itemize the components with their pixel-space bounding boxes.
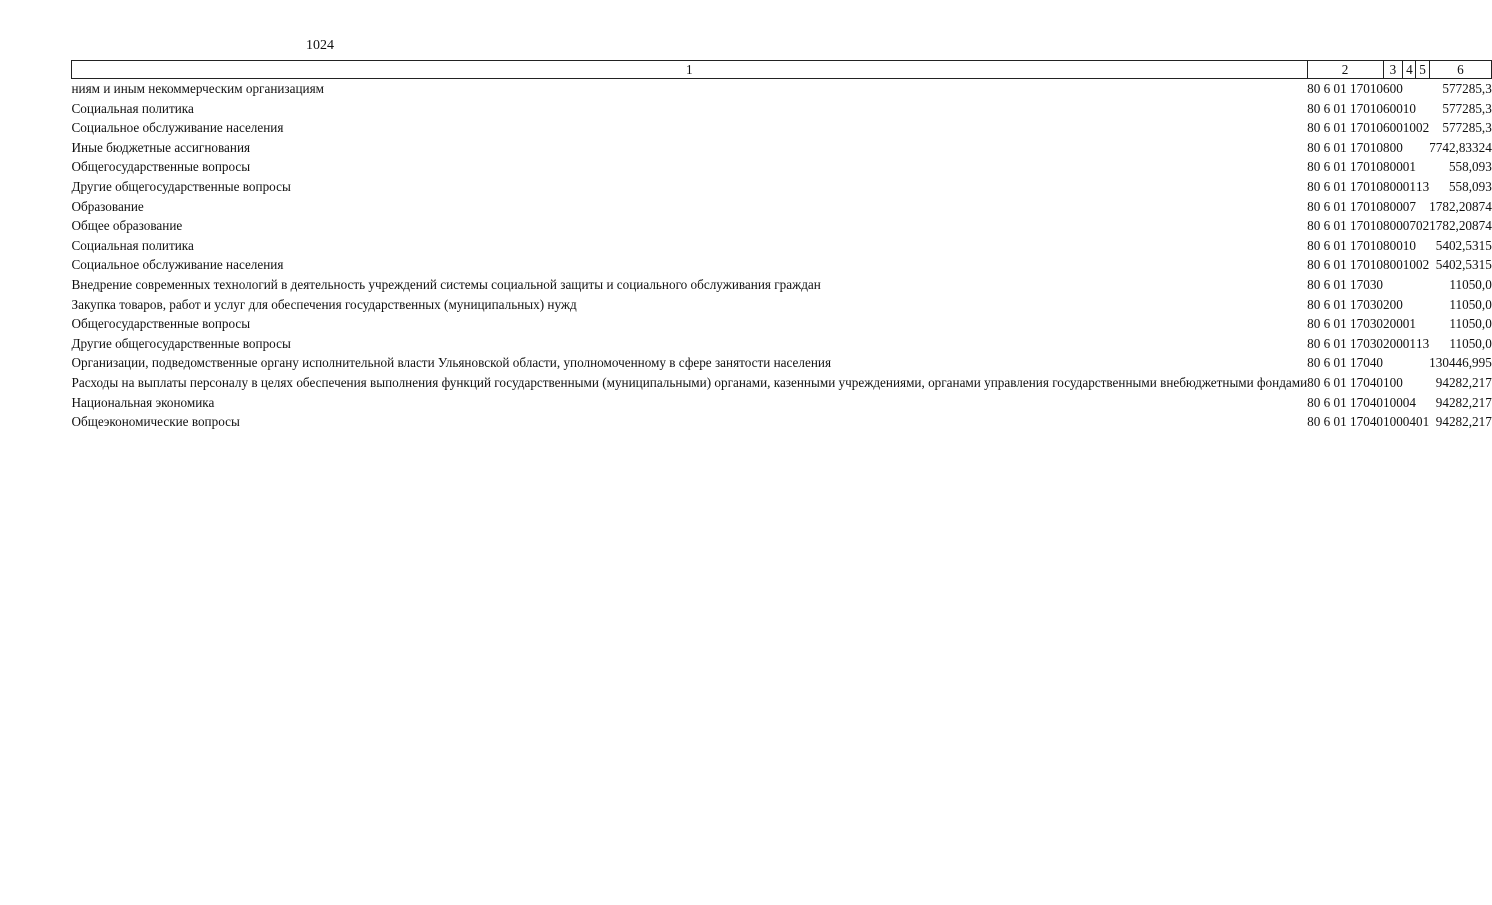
- row-subsection: 01: [1415, 414, 1430, 430]
- row-amount: 7742,83324: [1429, 139, 1492, 155]
- row-expense-type: 100: [1383, 394, 1403, 410]
- row-code: 80 6 01 17040: [1307, 355, 1383, 371]
- table-row: [72, 197, 1492, 217]
- row-subsection: [1416, 197, 1429, 217]
- row-name: Социальное обслуживание населения: [71, 257, 284, 273]
- column-number-row: [72, 61, 1492, 79]
- row-code: 80 6 01 17010: [1307, 100, 1383, 116]
- row-section: 07: [1402, 198, 1416, 214]
- row-amount: 11050,0: [1449, 335, 1492, 351]
- row-amount: 94282,217: [1435, 394, 1492, 410]
- row-section: [1403, 373, 1416, 393]
- column-header-5: 5: [1416, 61, 1429, 79]
- column-header-4: 4: [1403, 61, 1416, 79]
- row-amount: 558,093: [1448, 178, 1492, 194]
- column-header-1: 1: [72, 61, 1308, 79]
- row-code: 80 6 01 17010: [1307, 178, 1383, 194]
- row-name: Иные бюджетные ассигнования: [71, 139, 251, 155]
- row-name: Общегосударственные вопросы: [71, 159, 251, 175]
- row-subsection: 13: [1415, 178, 1430, 194]
- row-expense-type: 800: [1383, 178, 1403, 194]
- row-expense-type: 600: [1383, 120, 1403, 136]
- row-subsection: 13: [1415, 335, 1430, 351]
- column-header-6: 6: [1429, 61, 1492, 79]
- row-subsection: 02: [1415, 257, 1430, 273]
- row-amount: 1782,20874: [1429, 218, 1492, 234]
- row-section: 01: [1402, 159, 1416, 175]
- row-amount: 577285,3: [1442, 81, 1492, 96]
- table-row: [72, 373, 1492, 393]
- row-subsection: [1416, 157, 1429, 177]
- row-code: 80 6 01 17030: [1307, 296, 1383, 312]
- row-section: 04: [1402, 394, 1416, 410]
- row-section: 04: [1402, 414, 1416, 430]
- table-row: [72, 393, 1492, 413]
- table-row: [72, 99, 1492, 119]
- row-expense-type: 200: [1383, 296, 1403, 312]
- table-row: [72, 236, 1492, 256]
- table-row: [72, 216, 1492, 236]
- row-expense-type: [1383, 353, 1403, 373]
- row-code: 80 6 01 17040: [1307, 374, 1383, 390]
- row-section: 01: [1402, 316, 1416, 332]
- row-code: 80 6 01 17010: [1307, 198, 1383, 214]
- row-expense-type: 800: [1383, 237, 1403, 253]
- row-amount: 5402,5315: [1435, 257, 1492, 273]
- row-subsection: [1416, 275, 1429, 295]
- row-expense-type: 100: [1383, 414, 1403, 430]
- row-code: 80 6 01 17010: [1307, 139, 1383, 155]
- row-amount: 577285,3: [1442, 100, 1492, 116]
- row-section: 01: [1402, 178, 1416, 194]
- table-body: [72, 79, 1492, 432]
- row-amount: 94282,217: [1435, 414, 1492, 430]
- row-amount: 11050,0: [1449, 276, 1492, 292]
- row-section: 10: [1402, 120, 1416, 136]
- row-expense-type: [1383, 275, 1403, 295]
- row-name: Общеэкономические вопросы: [71, 414, 240, 430]
- row-section: 10: [1402, 257, 1416, 273]
- row-expense-type: 800: [1383, 139, 1403, 155]
- row-amount: 94282,217: [1435, 374, 1492, 390]
- row-expense-type: 800: [1383, 218, 1403, 234]
- row-subsection: [1416, 353, 1429, 373]
- row-name: Социальное обслуживание населения: [71, 120, 284, 136]
- row-expense-type: 800: [1383, 159, 1403, 175]
- row-amount: 130446,995: [1429, 355, 1492, 371]
- row-code: 80 6 01 17030: [1307, 276, 1383, 292]
- table-row: [72, 157, 1492, 177]
- column-header-3: 3: [1383, 61, 1403, 79]
- row-name: Социальная политика: [71, 100, 194, 116]
- row-name: Национальная экономика: [71, 394, 215, 410]
- row-subsection: [1416, 79, 1429, 99]
- row-section: [1403, 275, 1416, 295]
- row-subsection: [1416, 138, 1429, 158]
- row-section: 10: [1402, 100, 1416, 116]
- row-code: 80 6 01 17010: [1307, 218, 1383, 234]
- row-code: 80 6 01 17010: [1307, 257, 1383, 273]
- budget-table: [71, 60, 1492, 432]
- row-subsection: [1416, 99, 1429, 119]
- row-amount: 1782,20874: [1429, 198, 1492, 214]
- row-expense-type: 200: [1383, 335, 1403, 351]
- table-row: [72, 118, 1492, 138]
- row-code: 80 6 01 17030: [1307, 316, 1383, 332]
- row-amount: 558,093: [1448, 159, 1492, 175]
- row-expense-type: 100: [1383, 374, 1403, 390]
- row-name: Социальная политика: [71, 237, 194, 253]
- table-row: [72, 275, 1492, 295]
- row-amount: 11050,0: [1449, 296, 1492, 312]
- row-name: ниям и иным некоммерческим организациям: [71, 81, 325, 96]
- row-subsection: [1416, 314, 1429, 334]
- row-name: Другие общегосударственные вопросы: [71, 178, 291, 194]
- row-section: 01: [1402, 335, 1416, 351]
- row-name: Общегосударственные вопросы: [71, 316, 251, 332]
- table-row: [72, 138, 1492, 158]
- row-amount: 11050,0: [1449, 316, 1492, 332]
- row-section: 10: [1402, 237, 1416, 253]
- row-code: 80 6 01 17030: [1307, 335, 1383, 351]
- column-header-2: 2: [1307, 61, 1383, 79]
- row-name: Организации, подведомственные органу исполнительной власти Ульяновской области, уполномоченному в сфере занятости населения: [71, 355, 832, 371]
- row-name: Общее образование: [71, 218, 183, 234]
- row-code: 80 6 01 17010: [1307, 237, 1383, 253]
- page-number: 1024: [306, 38, 334, 53]
- row-name: Расходы на выплаты персоналу в целях обеспечения выполнения функций государственными (муниципальными) органами, казенными учреждениями, органами управления государственными внебюджетными фондами: [71, 374, 1308, 390]
- row-expense-type: 200: [1383, 316, 1403, 332]
- row-subsection: [1416, 373, 1429, 393]
- row-subsection: [1416, 295, 1429, 315]
- row-code: 80 6 01 17010: [1307, 159, 1383, 175]
- row-section: [1403, 138, 1416, 158]
- row-section: [1403, 295, 1416, 315]
- row-subsection: 02: [1415, 218, 1430, 234]
- row-name: Другие общегосударственные вопросы: [71, 335, 291, 351]
- table-row: [72, 295, 1492, 315]
- row-code: 80 6 01 17040: [1307, 394, 1383, 410]
- row-code: 80 6 01 17040: [1307, 414, 1383, 430]
- row-section: [1403, 353, 1416, 373]
- table-row: [72, 255, 1492, 275]
- row-amount: 577285,3: [1442, 120, 1492, 136]
- row-amount: 5402,5315: [1435, 237, 1492, 253]
- row-section: [1403, 79, 1416, 99]
- row-expense-type: 600: [1383, 81, 1403, 96]
- row-subsection: [1416, 393, 1429, 413]
- table-row: [72, 314, 1492, 334]
- row-expense-type: 800: [1383, 257, 1403, 273]
- table-row: [72, 334, 1492, 354]
- table-row: [72, 79, 1492, 99]
- row-expense-type: 600: [1383, 100, 1403, 116]
- row-code: 80 6 01 17010: [1307, 120, 1383, 136]
- table-row: [72, 177, 1492, 197]
- row-section: 07: [1402, 218, 1416, 234]
- row-code: 80 6 01 17010: [1307, 81, 1383, 96]
- row-name: Закупка товаров, работ и услуг для обеспечения государственных (муниципальных) нужд: [71, 296, 577, 312]
- table-row: [72, 412, 1492, 432]
- table-row: [72, 353, 1492, 373]
- row-subsection: [1416, 236, 1429, 256]
- row-name: Образование: [71, 198, 144, 214]
- row-expense-type: 800: [1383, 198, 1403, 214]
- row-name: Внедрение современных технологий в деятельность учреждений системы социальной защиты и социального обслуживания граждан: [71, 276, 821, 292]
- row-subsection: 02: [1415, 120, 1430, 136]
